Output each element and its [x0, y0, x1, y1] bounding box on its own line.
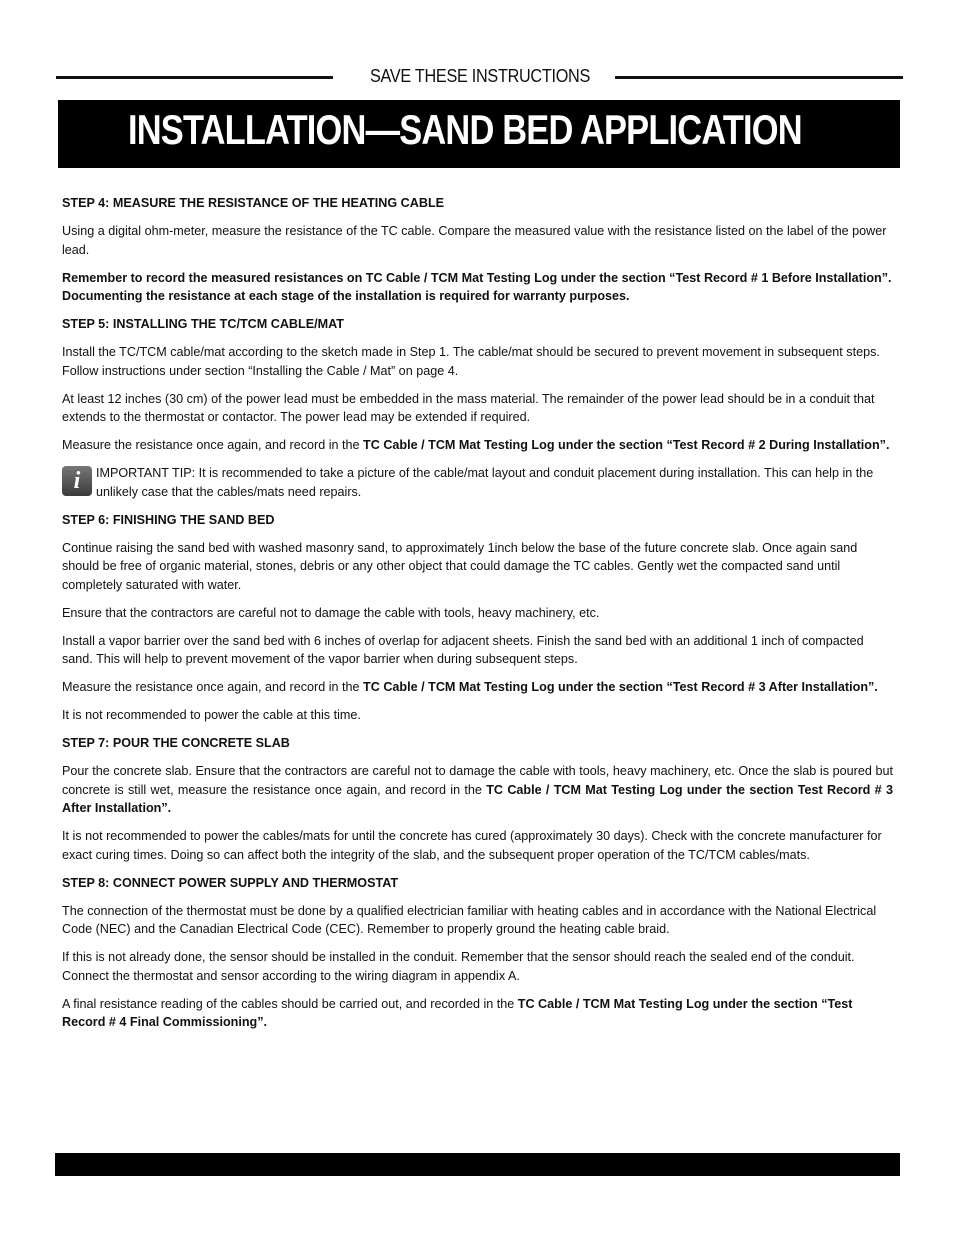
step6-paragraph-4 [62, 678, 893, 697]
step8-paragraph-2: If this is not already done, the sensor should be installed in the conduit. Remember that the sensor should reach the sealed end of the conduit. Connect the thermostat and sensor according to the wiring diagram in appendix A. [62, 950, 855, 983]
step7-paragraph-1-bold: TC Cable / TCM Mat Testing Log under the section Test Record # 3 After Installation”. [62, 782, 893, 815]
step4-paragraph-1: Using a digital ohm-meter, measure the resistance of the TC cable. Compare the measured value with the resistance listed on the label of the power lead. [62, 224, 887, 257]
footer-bar [55, 1153, 900, 1176]
step7-paragraph-1 [62, 762, 893, 818]
step8-paragraph-3-text: A final resistance reading of the cables should be carried out, and recorded in the [62, 996, 518, 1011]
header-rule-left [56, 76, 333, 79]
step5-paragraph-3 [62, 436, 893, 455]
step5-paragraph-1: Install the TC/TCM cable/mat according to the sketch made in Step 1. The cable/mat should be secured to prevent movement in subsequent steps. Follow instructions under section “Installing the Cable / Mat” on page 4. [62, 345, 880, 378]
title-bar [58, 100, 900, 168]
step8-paragraph-3-bold: TC Cable / TCM Mat Testing Log under the section “Test Record # 4 Final Commissioning”. [62, 996, 853, 1029]
step6-paragraph-4-text: Measure the resistance once again, and record in the [62, 680, 364, 694]
step6-paragraph-2: Ensure that the contractors are careful not to damage the cable with tools, heavy machinery, etc. [62, 605, 600, 620]
step8-paragraph-1: The connection of the thermostat must be done by a qualified electrician familiar with heating cables and in accordance with the National Electrical Code (NEC) and the Canadian Electrical Code (CEC). Remember to properly ground the heating cable braid. [62, 903, 877, 936]
step6-heading: STEP 6: FINISHING THE SAND BED [62, 512, 275, 527]
step7-paragraph-2: It is not recommended to power the cables/mats for until the concrete has cured (approximately 30 days). Check with the concrete manufacturer for exact curing times. Doing so can affect both the integrity of the slab, and the subsequent proper operation of the TC/TCM cables/mats. [62, 829, 882, 862]
step6-paragraph-3: Install a vapor barrier over the sand bed with 6 inches of overlap for adjacent sheets. Finish the sand bed with an additional 1 inch of compacted sand. This will help to prevent movement of the vapor barrier when during subsequent steps. [62, 633, 864, 666]
page-header [56, 64, 903, 92]
save-instructions-text: SAVE THESE INSTRUCTIONS [369, 66, 591, 86]
page-title: INSTALLATION—SAND BED APPLICATION [128, 106, 802, 153]
step4-paragraph-2: Remember to record the measured resistances on TC Cable / TCM Mat Testing Log under the section “Test Record # 1 Before Installation”. Documenting the resistance at each stage of the installation is required for warranty purposes. [62, 270, 892, 303]
important-tip-text: IMPORTANT TIP: It is recommended to take a picture of the cable/mat layout and conduit placement during installation. This can help in the unlikely case that the cables/mats need repairs. [96, 466, 874, 499]
step6-paragraph-1: Continue raising the sand bed with washed masonry sand, to approximately 1inch below the base of the future concrete slab. Once again sand should be free of organic material, stones, debris or any other object that could damage the TC cables. Gently wet the compacted sand until completely saturated with water. [62, 540, 858, 592]
step5-paragraph-3-bold: TC Cable / TCM Mat Testing Log under the section “Test Record # 2 During Installation”. [363, 438, 890, 452]
info-icon: i [62, 466, 92, 496]
important-tip [62, 464, 893, 501]
step7-paragraph-1-text: Pour the concrete slab. Ensure that the contractors are careful not to damage the cable with tools, heavy machinery, etc. Once the slab is poured but concrete is still wet, measure the resistance once again, and record in the [62, 764, 893, 797]
step8-paragraph-3 [62, 995, 893, 1032]
step5-paragraph-2: At least 12 inches (30 cm) of the power lead must be embedded in the mass material. The remainder of the power lead should be in a conduit that extends to the thermostat or contactor. The power lead may be extended if required. [62, 391, 875, 424]
header-rule-right [615, 76, 903, 79]
step5-paragraph-3-text: Measure the resistance once again, and record in the [62, 438, 364, 452]
step5-heading: STEP 5: INSTALLING THE TC/TCM CABLE/MAT [62, 317, 344, 331]
step6-paragraph-4-bold: TC Cable / TCM Mat Testing Log under the section “Test Record # 3 After Installation”. [363, 680, 878, 694]
step6-paragraph-5: It is not recommended to power the cable at this time. [62, 708, 361, 722]
document-body [62, 194, 893, 1041]
step7-heading: STEP 7: POUR THE CONCRETE SLAB [62, 736, 290, 750]
step4-heading: STEP 4: MEASURE THE RESISTANCE OF THE HEATING CABLE [62, 196, 445, 210]
step8-heading: STEP 8: CONNECT POWER SUPPLY AND THERMOSTAT [62, 875, 399, 890]
